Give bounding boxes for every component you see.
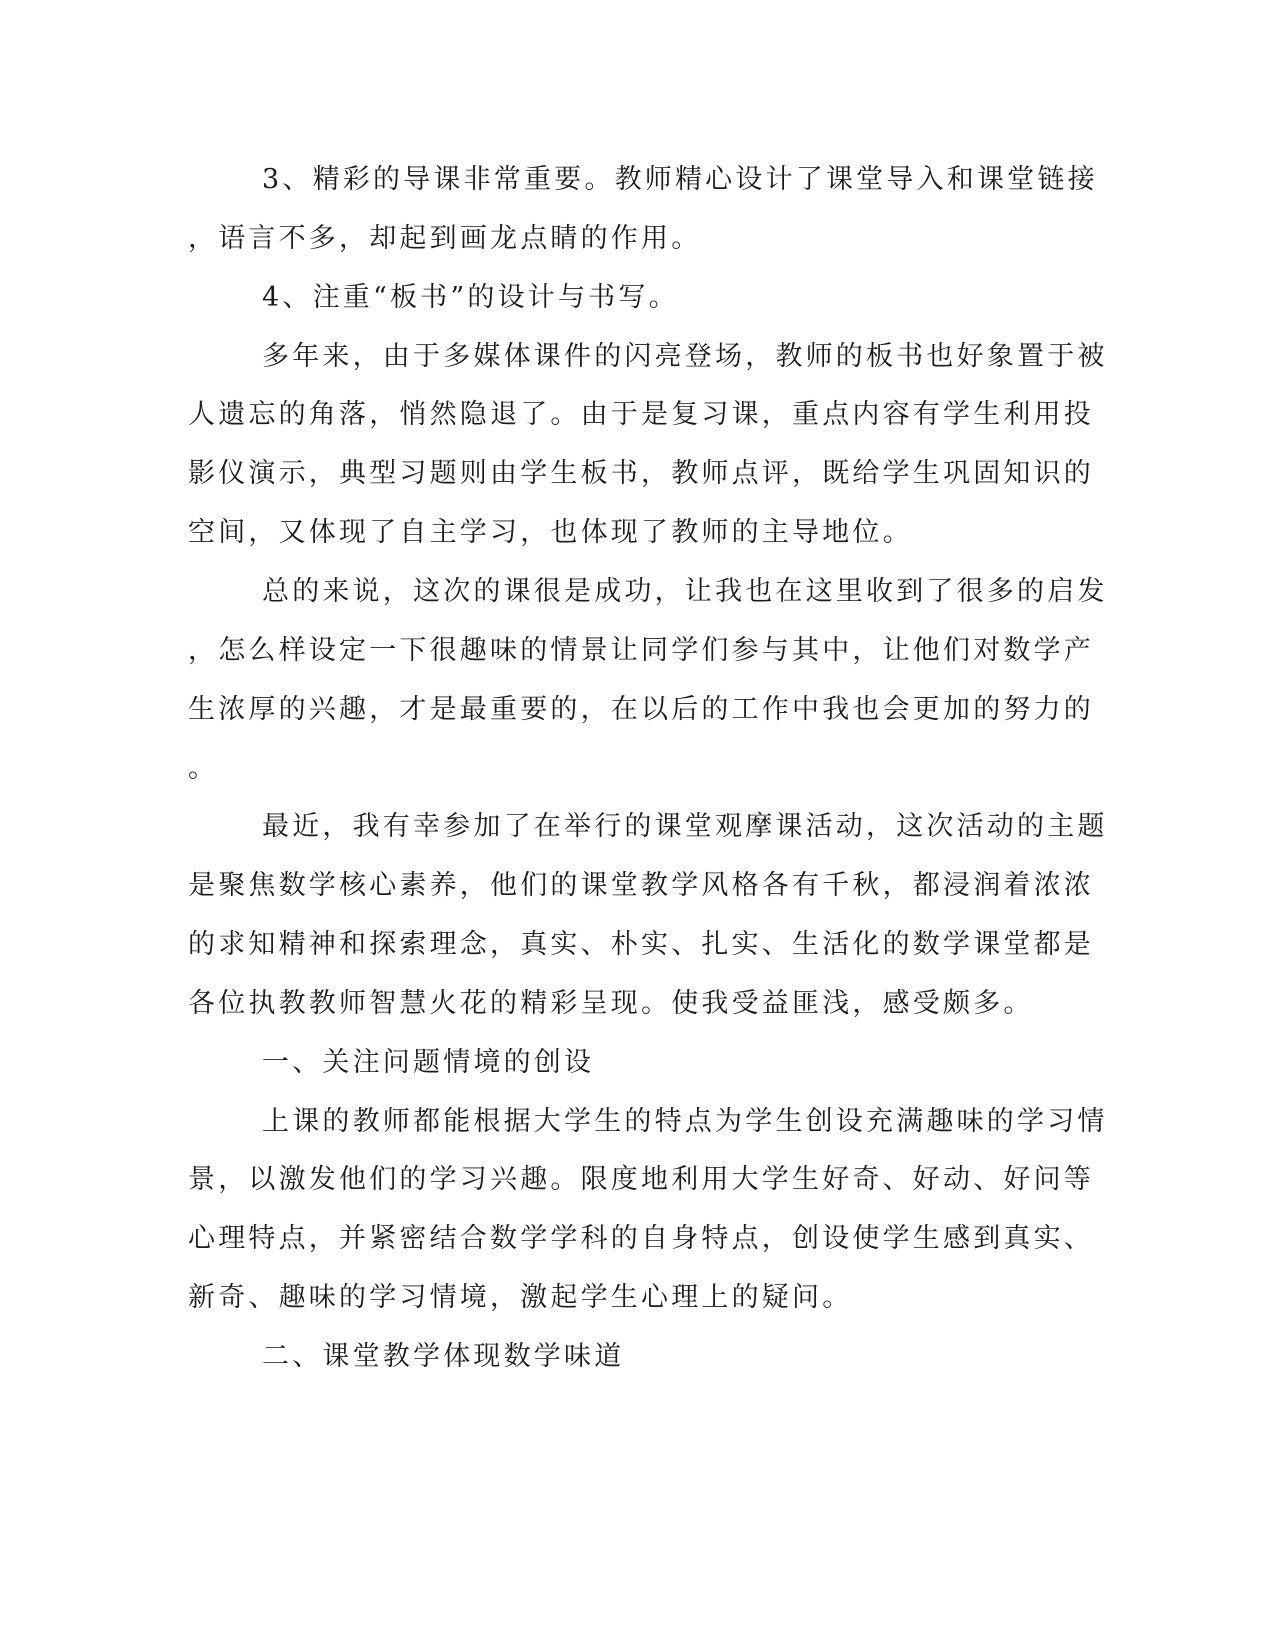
- paragraph-line: 的求知精神和探索理念，真实、朴实、扎实、生活化的数学课堂都是: [188, 929, 1094, 960]
- section-heading: 一、关注问题情境的创设: [262, 1047, 595, 1078]
- paragraph-line: 景，以激发他们的学习兴趣。限度地利用大学生好奇、好动、好问等: [188, 1164, 1094, 1195]
- paragraph-line: 最近，我有幸参加了在举行的课堂观摩课活动，这次活动的主题: [262, 811, 1108, 842]
- paragraph-line: ，怎么样设定一下很趣味的情景让同学们参与其中，让他们对数学产: [188, 635, 1094, 666]
- paragraph-line: 4、注重“板书”的设计与书写。: [262, 282, 679, 313]
- paragraph-line: 空间，又体现了自主学习，也体现了教师的主导地位。: [188, 517, 913, 548]
- paragraph-line: 多年来，由于多媒体课件的闪亮登场，教师的板书也好象置于被: [262, 341, 1108, 372]
- paragraph-line: 。: [188, 753, 219, 784]
- paragraph-line: 心理特点，并紧密结合数学学科的自身特点，创设使学生感到真实、: [188, 1223, 1094, 1254]
- paragraph-line: ，语言不多，却起到画龙点睛的作用。: [188, 223, 702, 254]
- paragraph-line: 各位执教教师智慧火花的精彩呈现。使我受益匪浅，感受颇多。: [188, 988, 1034, 1019]
- paragraph-line: 人遗忘的角落，悄然隐退了。由于是复习课，重点内容有学生利用投: [188, 399, 1094, 430]
- section-heading: 二、课堂教学体现数学味道: [262, 1341, 625, 1372]
- paragraph-line: 新奇、趣味的学习情境，激起学生心理上的疑问。: [188, 1282, 853, 1313]
- paragraph-line: 影仪演示，典型习题则由学生板书，教师点评，既给学生巩固知识的: [188, 458, 1094, 489]
- paragraph-line: 总的来说，这次的课很是成功，让我也在这里收到了很多的启发: [262, 576, 1108, 607]
- paragraph-line: 3、精彩的导课非常重要。教师精心设计了课堂导入和课堂链接: [262, 164, 1098, 195]
- paragraph-line: 生浓厚的兴趣，才是最重要的，在以后的工作中我也会更加的努力的: [188, 694, 1094, 725]
- paragraph-line: 上课的教师都能根据大学生的特点为学生创设充满趣味的学习情: [262, 1106, 1108, 1137]
- paragraph-line: 是聚焦数学核心素养，他们的课堂教学风格各有千秋，都浸润着浓浓: [188, 870, 1094, 901]
